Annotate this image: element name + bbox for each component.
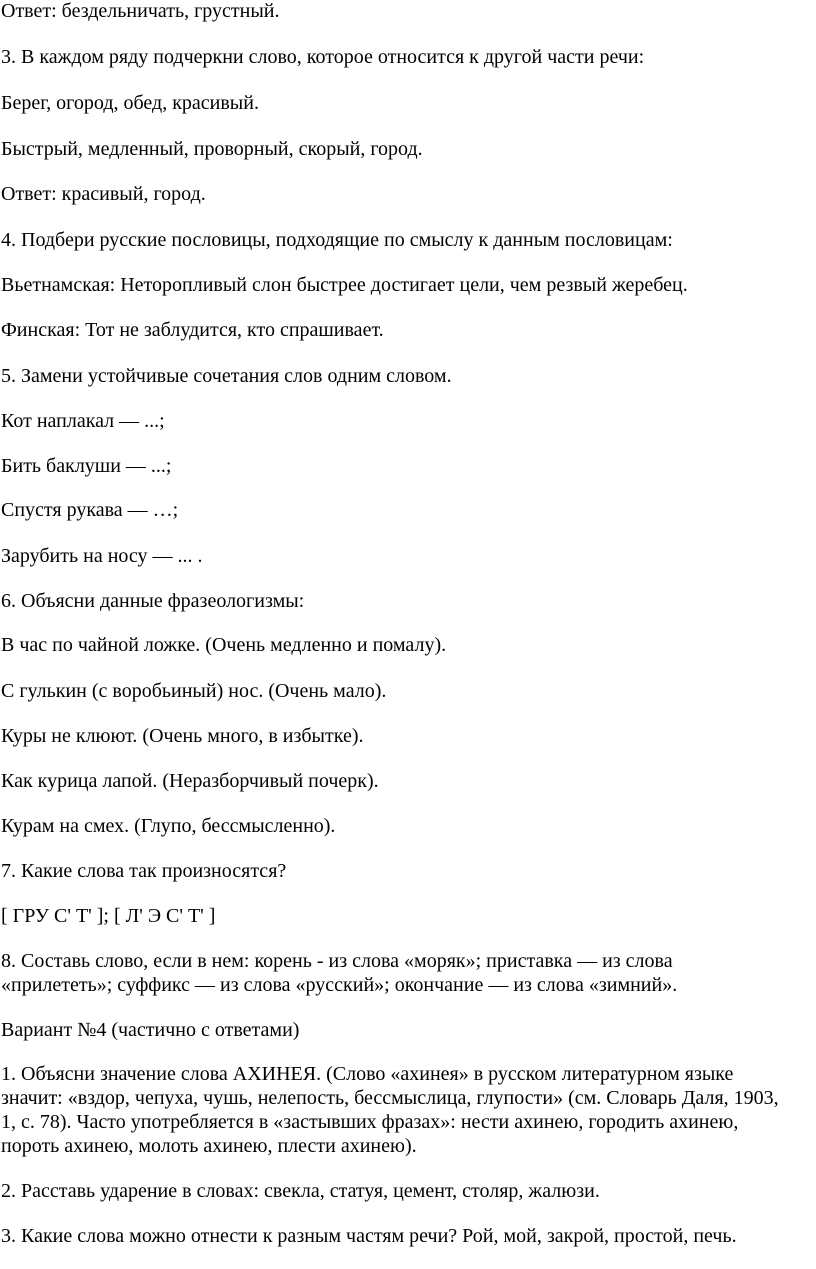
task-6-heading: 6. Объясни данные фразеологизмы:: [1, 590, 305, 612]
task-4-proverb-finnish: Финская: Тот не заблудится, кто спрашивает.: [1, 319, 384, 341]
task-5-item-4: Зарубить на носу — ... .: [1, 545, 203, 567]
task-5-item-1: Кот наплакал — ...;: [1, 410, 165, 432]
v4-task-1-line-2: значит: «вздор, чепуха, чушь, нелепость, бессмыслица, глупости» (см. Словарь Даля, 1903,: [1, 1087, 779, 1109]
task-5-heading: 5. Замени устойчивые сочетания слов одним словом.: [1, 365, 452, 387]
task-5-item-3: Спустя рукава — …;: [1, 499, 179, 521]
task-3-answer: Ответ: красивый, город.: [1, 183, 206, 205]
variant-4-heading: Вариант №4 (частично с ответами): [1, 1019, 300, 1041]
task-8-line-2: «прилететь»; суффикс — из слова «русский»; окончание — из слова «зимний».: [1, 974, 678, 996]
task-6-item-1: В час по чайной ложке. (Очень медленно и помалу).: [1, 634, 447, 656]
task-7-heading: 7. Какие слова так произносятся?: [1, 860, 287, 882]
task-3-heading: 3. В каждом ряду подчеркни слово, которое относится к другой части речи:: [1, 46, 645, 68]
v4-task-2: 2. Расставь ударение в словах: свекла, статуя, цемент, столяр, жалюзи.: [1, 1180, 600, 1202]
v4-task-1-line-4: пороть ахинею, молоть ахинею, плести ахинею).: [1, 1135, 417, 1157]
task-3-row-1: Берег, огород, обед, красивый.: [1, 92, 259, 114]
task-7-transcription: [ ГРУ С' Т' ]; [ Л' Э С' Т' ]: [1, 905, 216, 927]
task-6-item-5: Курам на смех. (Глупо, бессмысленно).: [1, 815, 336, 837]
task-4-heading: 4. Подбери русские пословицы, подходящие по смыслу к данным пословицам:: [1, 229, 673, 251]
task-6-item-4: Как курица лапой. (Неразборчивый почерк).: [1, 770, 379, 792]
v4-task-1-line-3: 1, с. 78). Часто употребляется в «застывших фразах»: нести ахинею, городить ахинею,: [1, 1111, 739, 1133]
v4-task-1-line-1: 1. Объясни значение слова АХИНЕЯ. (Слово «ахинея» в русском литературном языке: [1, 1063, 734, 1085]
answer-line-1: Ответ: бездельничать, грустный.: [1, 0, 280, 22]
v4-task-3: 3. Какие слова можно отнести к разным частям речи? Рой, мой, закрой, простой, печь.: [1, 1225, 737, 1247]
task-5-item-2: Бить баклуши — ...;: [1, 455, 172, 477]
task-3-row-2: Быстрый, медленный, проворный, скорый, город.: [1, 138, 423, 160]
task-6-item-3: Куры не клюют. (Очень много, в избытке).: [1, 725, 364, 747]
task-4-proverb-vietnamese: Вьетнамская: Неторопливый слон быстрее достигает цели, чем резвый жеребец.: [1, 274, 688, 296]
task-8-line-1: 8. Составь слово, если в нем: корень - из слова «моряк»; приставка — из слова: [1, 950, 673, 972]
task-6-item-2: С гулькин (с воробьиный) нос. (Очень мало).: [1, 680, 387, 702]
